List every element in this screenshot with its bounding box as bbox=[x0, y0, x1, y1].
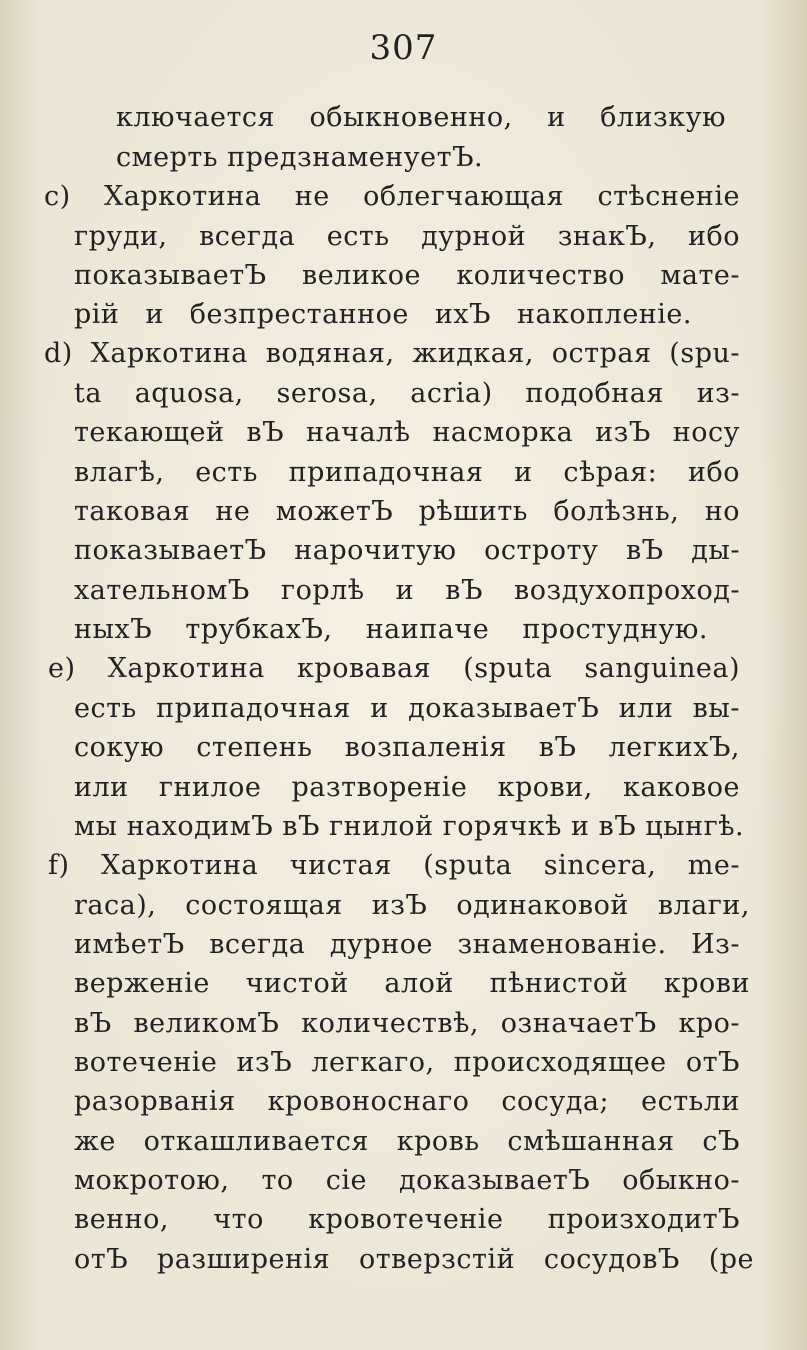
text-line: таковая не можетЪ рѣшить болѣзнь, но bbox=[74, 496, 740, 527]
text-line: есть припадочная и доказываетЪ или вы- bbox=[74, 693, 740, 724]
text-line: вотеченіе изЪ легкаго, происходящее отЪ bbox=[74, 1047, 740, 1078]
text-line: ta aquosa, serosa, acria) подобная из- bbox=[74, 378, 740, 409]
text-line: текающей вЪ началѣ насморка изЪ носу bbox=[74, 417, 740, 448]
text-line: мокротою, то сіе доказываетЪ обыкно- bbox=[74, 1165, 740, 1196]
text-line: показываетЪ великое количество мате- bbox=[74, 260, 740, 291]
text-line: груди, всегда есть дурной знакЪ, ибо bbox=[74, 221, 740, 252]
text-line: вЪ великомЪ количествѣ, означаетЪ кро- bbox=[74, 1008, 740, 1039]
text-line: f) Харкотина чистая (sputa sincera, me- bbox=[48, 850, 740, 881]
text-line: показываетЪ нарочитую остроту вЪ ды- bbox=[74, 535, 740, 566]
text-line: отЪ разширенія отверзстій сосудовЪ (ре bbox=[74, 1244, 754, 1275]
text-line: же откашливается кровь смѣшанная сЪ bbox=[74, 1126, 740, 1157]
text-line: c) Харкотина не облегчающая стѣсненіе bbox=[44, 181, 740, 212]
text-line: или гнилое разтвореніе крови, каковое bbox=[74, 772, 740, 803]
text-line: разорванія кровоноснаго сосуда; естьли bbox=[74, 1086, 740, 1117]
text-line: имѣетЪ всегда дурное знаменованіе. Из- bbox=[74, 929, 740, 960]
text-line: рій и безпрестанное ихЪ накопленіе. bbox=[74, 299, 692, 330]
text-line: raca), состоящая изЪ одинаковой влаги, bbox=[74, 890, 750, 921]
text-line: хательномЪ горлѣ и вЪ воздухопроход- bbox=[74, 575, 740, 606]
text-line: ключается обыкновенно, и близкую bbox=[116, 102, 726, 133]
text-line: сокую степень возпаленія вЪ легкихЪ, bbox=[74, 732, 740, 763]
text-line: венно, что кровотеченіе произходитЪ bbox=[74, 1204, 740, 1235]
text-line: мы находимЪ вЪ гнилой горячкѣ и вЪ цынгѣ. bbox=[74, 811, 745, 842]
text-line: d) Харкотина водяная, жидкая, острая (spu- bbox=[44, 338, 740, 369]
text-line: ныхЪ трубкахЪ, наипаче простудную. bbox=[74, 614, 708, 645]
page-number: 307 bbox=[369, 28, 438, 68]
text-line: e) Харкотина кровавая (sputa sanguinea) bbox=[48, 653, 740, 684]
text-line: влагѣ, есть припадочная и сѣрая: ибо bbox=[74, 457, 740, 488]
text-line: верженіе чистой алой пѣнистой крови bbox=[74, 968, 750, 999]
text-line: смерть предзнаменуетЪ. bbox=[116, 142, 484, 173]
